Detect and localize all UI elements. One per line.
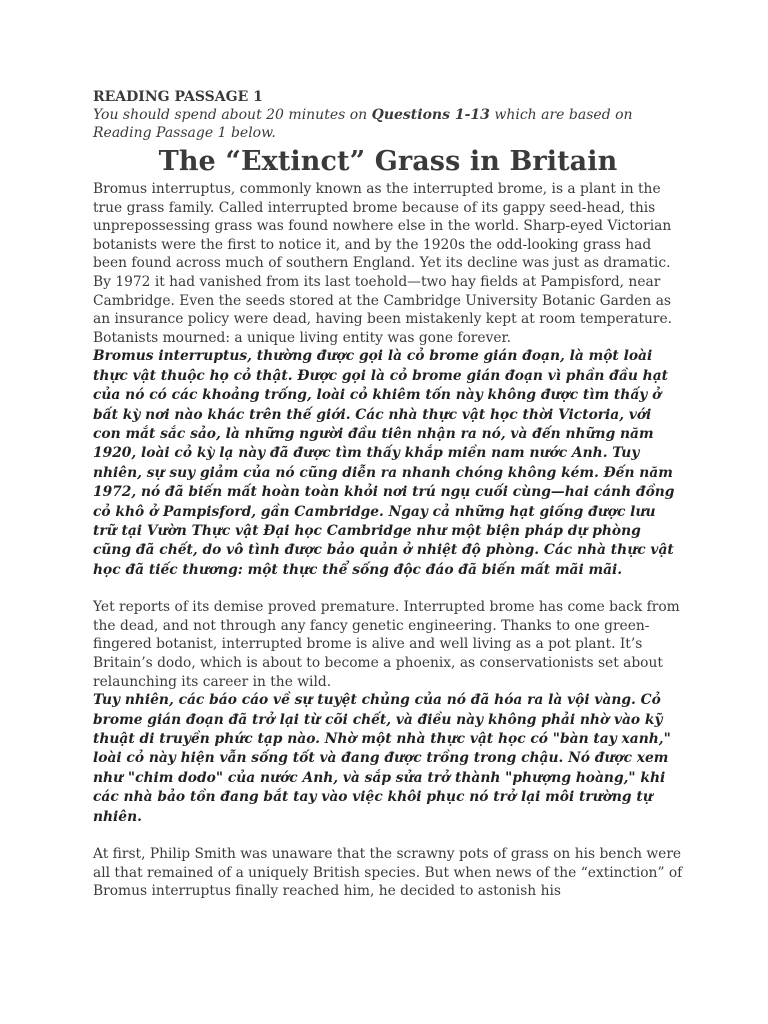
- paragraph-2-english: Yet reports of its demise proved premature. Interrupted brome has come back from the dead, and not through any fancy genetic engineering. Thanks to one green-fingered botanist, interrupted brome is alive and well living as a pot plant. It’s Britain’s dodo, which is about to become a phoenix, as conservationists set about relaunching its career in the wild.: [93, 599, 680, 690]
- questions-range: Questions 1-13: [371, 107, 490, 123]
- instructions-text-start: You should spend about 20 minutes on: [93, 107, 372, 123]
- paragraph-3-english: At first, Philip Smith was unaware that the scrawny pots of grass on his bench were all that remained of a uniquely British species. But when news of the “extinction” of Bromus interruptus finally reached him, he decided to astonish his: [93, 846, 683, 900]
- paragraph-spacer: [93, 827, 683, 845]
- article-title: The “Extinct” Grass in Britain: [158, 146, 618, 177]
- paragraph-2-vietnamese: Tuy nhiên, các báo cáo về sự tuyệt chủng của nó đã hóa ra là vội vàng. Cỏ brome gián đoạn đã trở lại từ cõi chết, và điều này không phải nhờ vào kỹ thuật di truyền phức tạp nào. Nhờ một nhà thực vật học có "bàn tay xanh," loài cỏ này hiện vẫn sống tốt và đang được trồng trong chậu. Nó được xem như "chim dodo" của nước Anh, và sắp sửa trở thành "phượng hoàng," khi các nhà bảo tồn đang bắt tay vào việc khôi phục nó trở lại môi trường tự nhiên.: [93, 692, 671, 825]
- passage-instructions: [93, 107, 683, 142]
- paragraph-1-vietnamese: Bromus interruptus, thường được gọi là cỏ brome gián đoạn, là một loài thực vật thuộc họ cỏ thật. Được gọi là cỏ brome gián đoạn vì phần đầu hạt của nó có các khoảng trống, loài cỏ khiêm tốn này không được tìm thấy ở bất kỳ nơi nào khác trên thế giới. Các nhà thực vật học thời Victoria, với con mắt sắc sảo, là những người đầu tiên nhận ra nó, và đến những năm 1920, loài cỏ kỳ lạ này đã được tìm thấy khắp miền nam nước Anh. Tuy nhiên, sự suy giảm của nó cũng diễn ra nhanh chóng không kém. Đến năm 1972, nó đã biến mất hoàn toàn khỏi nơi trú ngụ cuối cùng—hai cánh đồng cỏ khô ở Pampisford, gần Cambridge. Ngay cả những hạt giống được lưu trữ tại Vườn Thực vật Đại học Cambridge như một biện pháp dự phòng cũng đã chết, do vô tình được bảo quản ở nhiệt độ phòng. Các nhà thực vật học đã tiếc thương: một thực thể sống độc đáo đã biến mất mãi mãi.: [93, 348, 675, 578]
- passage-label: READING PASSAGE 1: [93, 89, 263, 105]
- instructions-text-end: which are based on Reading Passage 1 below.: [93, 107, 633, 141]
- paragraph-spacer: [93, 580, 683, 598]
- paragraph-1-english: Bromus interruptus, commonly known as the interrupted brome, is a plant in the true grass family. Called interrupted brome because of its gappy seed-head, this unprepossessing grass was found nowhere else in the world. Sharp-eyed Victorian botanists were the first to notice it, and by the 1920s the odd-looking grass had been found across much of southern England. Yet its decline was just as dramatic. By 1972 it had vanished from its last toehold—two hay fields at Pampisford, near Cambridge. Even the seeds stored at the Cambridge University Botanic Garden as an insurance policy were dead, having been mistakenly kept at room temperature. Botanists mourned: a unique living entity was gone forever.: [93, 181, 673, 346]
- document-page: [93, 88, 683, 901]
